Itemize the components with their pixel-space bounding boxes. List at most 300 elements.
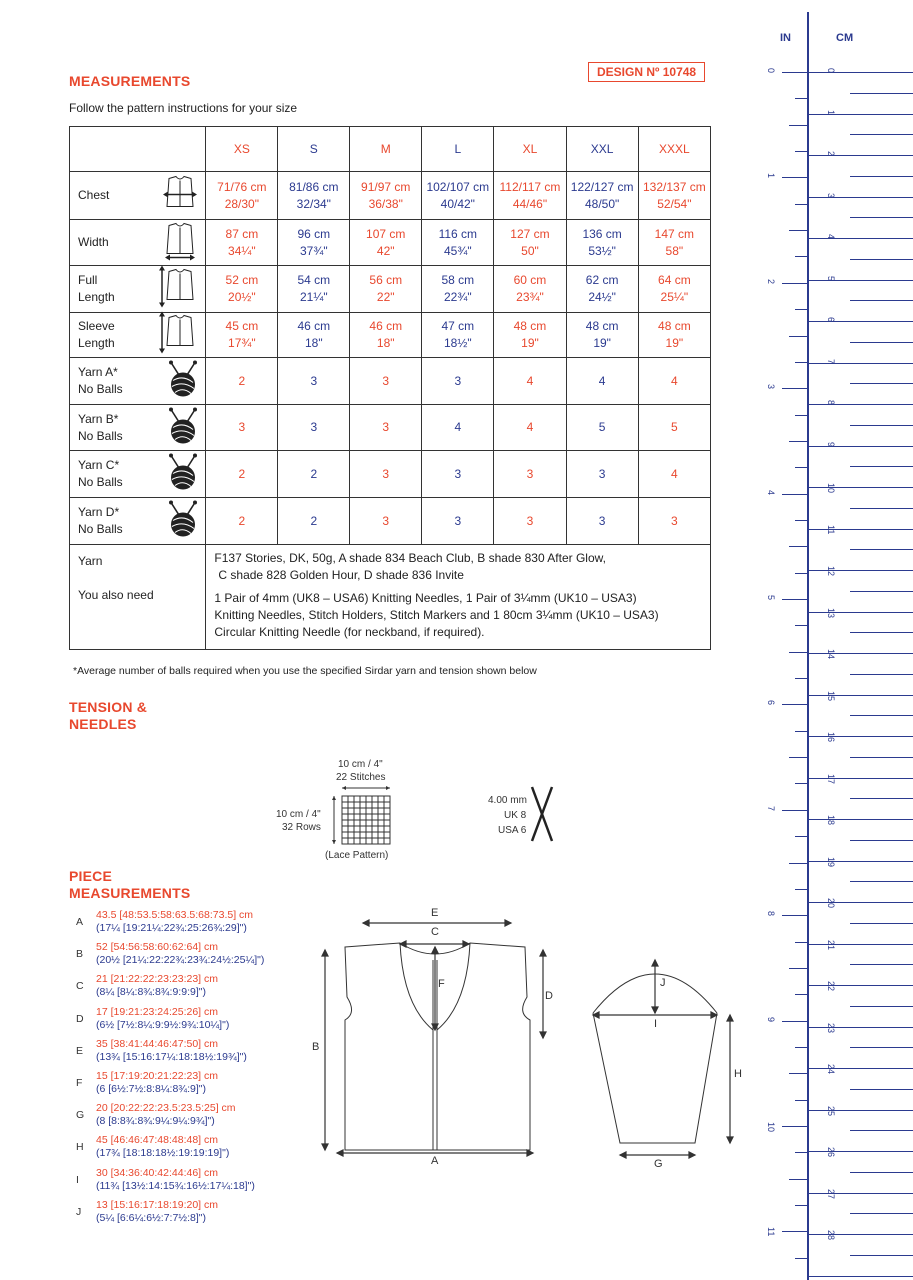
ruler-inch-tick: [795, 151, 807, 152]
diagram-label-I: I: [654, 1018, 658, 1030]
ruler-cm-mark: 11: [826, 524, 836, 534]
cell-value: 3: [310, 373, 318, 388]
table-cell: [422, 451, 494, 498]
row-label-line1: Sleeve: [78, 319, 115, 333]
cell-value: 4: [598, 373, 606, 388]
ruler-cm-mark: 28: [826, 1230, 836, 1241]
ruler-inch-tick: [782, 599, 807, 600]
ruler-cm-tick: [850, 1172, 913, 1173]
cell-value: 2: [238, 513, 246, 528]
cell-value: 3: [598, 513, 606, 528]
table-cell: [206, 405, 278, 451]
ruler-cm-label: CM: [836, 32, 854, 44]
table-cell: [278, 266, 350, 313]
table-cell: [638, 172, 710, 220]
ruler-inch-tick: [795, 1100, 807, 1101]
ruler-inch-tick: [782, 1231, 807, 1232]
piece-values: [96, 1167, 255, 1193]
cell-value: 112/117 cm: [499, 179, 561, 194]
ruler-cm-tick: [850, 923, 913, 924]
cell-value: 116 cm: [438, 226, 478, 241]
ruler-cm-tick: [809, 404, 913, 405]
piece-values: [96, 1134, 229, 1160]
table-cell: [566, 313, 638, 358]
ruler-inch-mark: 5: [766, 595, 776, 601]
cell-value: 58 cm: [441, 273, 475, 287]
row-label: [70, 498, 206, 545]
table-cell: [566, 451, 638, 498]
piece-in: (6½ [7½:8¼:9:9½:9¾:10¼]"): [96, 1018, 230, 1031]
footnote: *Average number of balls required when you use the specified Sirdar yarn and tension shown below: [73, 665, 537, 677]
ruler-inch-tick: [789, 1073, 807, 1074]
cell-value: 48 cm: [658, 319, 691, 333]
cell-value: 3: [526, 466, 534, 481]
row-label: [70, 358, 206, 405]
row-label-line2: No Balls: [78, 522, 123, 536]
ruler-inch-mark: 11: [766, 1227, 776, 1237]
piece-cm: 20 [20:22:22:23.5:23.5:25] cm: [96, 1102, 236, 1115]
piece-cm: 52 [54:56:58:60:62:64] cm: [96, 941, 219, 954]
table-cell: [350, 220, 422, 266]
table-cell: [278, 451, 350, 498]
size-header-xxl: XXL: [566, 127, 638, 172]
table-cell: [566, 498, 638, 545]
cell-value: 147 cm: [654, 226, 695, 241]
table-cell: [206, 358, 278, 405]
ruler-cm-tick: [809, 902, 913, 903]
ruler-inch-tick: [795, 309, 807, 310]
cell-value: 3: [454, 466, 462, 481]
table-cell: [278, 172, 350, 220]
ruler-inch-tick: [795, 573, 807, 574]
also-need-line3: Circular Knitting Needle (for neckband, if required).: [214, 625, 485, 639]
cell-value: 53½": [588, 243, 616, 258]
ruler-inch-mark: 8: [766, 911, 776, 917]
piece-values: [96, 909, 253, 935]
ruler-inch-mark: 3: [766, 384, 776, 390]
piece-values: [96, 1038, 247, 1064]
ruler-cm-mark: 3: [826, 192, 836, 198]
table-cell: [278, 220, 350, 266]
piece-cm: 15 [17:19:20:21:22:23] cm: [96, 1070, 219, 1082]
piece-values: [96, 1070, 218, 1096]
cell-value: 4: [671, 466, 678, 481]
cell-value: 136 cm: [582, 226, 622, 241]
cell-value: 3: [454, 513, 462, 528]
ruler-cm-tick: [850, 1130, 913, 1131]
cell-value: 45¾": [443, 243, 472, 258]
cell-value: 64 cm: [658, 273, 691, 287]
cell-value: 52 cm: [225, 273, 259, 287]
ruler-cm-tick: [850, 549, 913, 550]
size-header-xxxl: XXXL: [638, 127, 710, 172]
ruler-inch-mark: 7: [766, 805, 776, 811]
diagram-label-C: C: [431, 926, 439, 938]
cell-value: 36/38": [368, 196, 403, 211]
cell-value: 46 cm: [369, 319, 403, 333]
ruler-cm-tick: [809, 653, 913, 654]
cell-value: 37¾": [299, 243, 328, 258]
ruler-cm-tick: [850, 176, 913, 177]
diagram-label-B: B: [312, 1041, 320, 1053]
table-cell: [566, 266, 638, 313]
ruler-cm-tick: [850, 1089, 913, 1090]
table-row: [70, 220, 711, 266]
ruler-inch-tick: [789, 863, 807, 864]
piece-letter: D: [76, 1012, 84, 1025]
cell-value: 54 cm: [297, 273, 331, 287]
row-label: [70, 313, 206, 358]
table-cell: [278, 358, 350, 405]
ruler-cm-tick: [850, 466, 913, 467]
cell-value: 71/76 cm: [217, 179, 267, 194]
ruler-cm-tick: [850, 300, 913, 301]
yarn-ball-icon: [165, 407, 201, 448]
cell-value: 34¼": [228, 243, 256, 258]
table-cell: [566, 220, 638, 266]
table-row: [70, 172, 711, 220]
ruler-inch-tick: [795, 783, 807, 784]
piece-cm: 30 [34:36:40:42:44:46] cm: [96, 1166, 219, 1179]
table-cell: [350, 266, 422, 313]
piece-letter: A: [76, 916, 84, 928]
piece-letter: B: [76, 948, 84, 961]
ruler-cm-tick: [850, 217, 913, 218]
cell-value: 32/34": [296, 196, 331, 211]
ruler-inch-tick: [789, 546, 807, 547]
cell-value: 122/127 cm: [570, 179, 634, 194]
piece-in: (17¾ [18:18:18½:19:19:19]"): [96, 1147, 230, 1160]
tension-height-label: 10 cm / 4": [276, 809, 321, 820]
size-header-xl: XL: [494, 127, 566, 172]
table-cell: [422, 172, 494, 220]
cell-value: 87 cm: [225, 226, 259, 241]
ruler-cm-mark: 25: [826, 1105, 836, 1116]
row-label-line1: Chest: [78, 188, 110, 202]
garment-length-icon: [159, 266, 201, 313]
table-cell: [206, 498, 278, 545]
ruler-cm-tick: [809, 529, 913, 530]
ruler-inch-tick: [782, 1021, 807, 1022]
ruler-inch-tick: [789, 1179, 807, 1180]
cell-value: 22¾": [443, 290, 472, 304]
piece-letter: H: [76, 1141, 84, 1154]
cell-value: 2: [238, 466, 246, 481]
cell-value: 107 cm: [366, 226, 406, 241]
piece-title: [69, 868, 190, 902]
ruler-cm-tick: [850, 1006, 913, 1007]
needle-size: [486, 785, 566, 845]
cell-value: 22": [376, 290, 395, 304]
ruler-inch-tick: [789, 652, 807, 653]
ruler-inch-tick: [795, 204, 807, 205]
ruler-cm-tick: [809, 985, 913, 986]
ruler-inch-tick: [795, 994, 807, 995]
diagram-label-G: G: [654, 1158, 663, 1170]
ruler-inch-tick: [795, 678, 807, 679]
also-need-label: You also need: [78, 588, 154, 602]
cell-value: 4: [671, 373, 678, 388]
ruler-cm-tick: [809, 736, 913, 737]
cell-value: 3: [526, 513, 534, 528]
ruler-cm-tick: [850, 632, 913, 633]
ruler-inch-tick: [795, 1258, 807, 1259]
tension-pattern: (Lace Pattern): [325, 850, 389, 861]
row-label-line1: Yarn A*: [78, 365, 118, 379]
tension-title-line1: TENSION &: [69, 699, 148, 715]
yarn-line1: F137 Stories, DK, 50g, A shade 834 Beach Club, B shade 830 After Glow,: [214, 551, 606, 565]
ruler-inch-tick: [789, 230, 807, 231]
table-row: [70, 313, 711, 358]
cell-value: 4: [526, 420, 534, 434]
ruler-cm-mark: 6: [826, 317, 836, 323]
table-corner: [70, 127, 206, 172]
ruler-cm-tick: [850, 964, 913, 965]
ruler-cm-tick: [850, 342, 913, 343]
cell-value: 23¾": [516, 290, 544, 304]
piece-in: (20½ [21¼:22:22¾:23¾:24½:25¼]"): [96, 954, 265, 967]
also-need-line1: 1 Pair of 4mm (UK8 – USA6) Knitting Needles, 1 Pair of 3¼mm (UK10 – USA3): [214, 591, 637, 605]
ruler-inch-tick: [789, 441, 807, 442]
cell-value: 3: [671, 513, 678, 528]
ruler-cm-tick: [809, 1151, 913, 1152]
table-cell: [638, 313, 710, 358]
cell-value: 3: [382, 513, 390, 528]
ruler-cm-mark: 21: [826, 939, 836, 950]
size-header-m: M: [350, 127, 422, 172]
tension-rows: 32 Rows: [282, 822, 321, 833]
table-cell: [206, 313, 278, 358]
cell-value: 19": [593, 336, 611, 350]
table-row: [70, 266, 711, 313]
cell-value: 3: [382, 420, 390, 434]
yarn-ball-icon: [165, 501, 201, 542]
ruler-cm-tick: [809, 612, 913, 613]
ruler-cm-tick: [850, 715, 913, 716]
cell-value: 40/42": [440, 196, 475, 211]
piece-values: [96, 1199, 218, 1225]
cell-value: 21¼": [299, 290, 328, 304]
piece-in: (8¼ [8¼:8¾:8¾:9:9:9]"): [96, 986, 206, 999]
cell-value: 52/54": [657, 196, 692, 211]
row-label: [70, 220, 206, 266]
ruler-cm-tick: [809, 446, 913, 447]
table-cell: [350, 313, 422, 358]
ruler-inch-tick: [782, 494, 807, 495]
ruler-inch-tick: [795, 98, 807, 99]
row-label-line1: Yarn C*: [78, 458, 120, 472]
row-label-line2: No Balls: [78, 382, 123, 396]
piece-in: (8 [8:8¾:8¾:9¼:9¼:9¾]"): [96, 1115, 215, 1128]
ruler-cm-tick: [809, 155, 913, 156]
table-cell: [494, 451, 566, 498]
ruler-inch-tick: [782, 704, 807, 705]
table-cell: [350, 172, 422, 220]
cell-value: 96 cm: [297, 226, 331, 241]
ruler-cm-mark: 5: [826, 275, 836, 281]
ruler-cm-tick: [809, 944, 913, 945]
yarn-labels: [70, 545, 206, 650]
ruler-inch-tick: [795, 362, 807, 363]
piece-letter: E: [76, 1044, 84, 1057]
ruler-cm-tick: [809, 1068, 913, 1069]
table-cell: [638, 498, 710, 545]
cell-value: 47 cm: [441, 319, 475, 333]
piece-cm: 17 [19:21:23:24:25:26] cm: [96, 1005, 219, 1018]
ruler-cm-tick: [850, 674, 913, 675]
ruler-inch-tick: [782, 915, 807, 916]
diagram-label-H: H: [734, 1068, 742, 1080]
ruler-inch-tick: [782, 388, 807, 389]
ruler-cm-tick: [850, 757, 913, 758]
ruler-cm-tick: [809, 570, 913, 571]
cell-value: 48 cm: [585, 319, 619, 333]
table-cell: [494, 172, 566, 220]
cell-value: 3: [310, 420, 318, 434]
size-header-xs: XS: [206, 127, 278, 172]
diagram-label-D: D: [545, 990, 553, 1002]
cell-value: 19": [521, 336, 539, 350]
cell-value: 44/46": [512, 196, 548, 211]
piece-letter: C: [76, 980, 84, 993]
ruler-inch-tick: [795, 889, 807, 890]
cell-value: 60 cm: [513, 273, 547, 287]
ruler-cm-tick: [809, 238, 913, 239]
ruler-cm-tick: [809, 861, 913, 862]
ruler-cm-mark: 2: [826, 151, 836, 157]
cell-value: 18½": [443, 336, 472, 350]
tension-swatch: [270, 756, 430, 866]
row-label: [70, 405, 206, 451]
table-cell: [206, 220, 278, 266]
ruler-cm-tick: [809, 1234, 913, 1235]
ruler-inch-mark: 1: [766, 173, 776, 179]
tension-grid: [330, 784, 400, 850]
ruler-spine: [807, 12, 809, 1280]
diagram-label-E: E: [431, 907, 439, 919]
table-cell: [350, 451, 422, 498]
page-title: MEASUREMENTS: [69, 73, 191, 89]
table-cell: [206, 172, 278, 220]
piece-cm: 45 [46:46:47:48:48:48] cm: [96, 1134, 219, 1147]
ruler-cm-mark: 13: [826, 607, 836, 618]
table-cell: [350, 405, 422, 451]
ruler-inch-mark: 4: [766, 489, 776, 495]
ruler-inch-tick: [795, 625, 807, 626]
ruler-cm-mark: 19: [826, 856, 836, 867]
table-cell: [422, 358, 494, 405]
row-label-line2: Length: [78, 290, 115, 304]
ruler-cm-mark: 0: [826, 68, 836, 74]
ruler-cm-mark: 9: [826, 441, 836, 447]
yarn-label: Yarn: [78, 554, 103, 568]
piece-values: [96, 1006, 229, 1032]
table-cell: [422, 313, 494, 358]
cell-value: 2: [238, 373, 246, 388]
ruler-cm-tick: [850, 259, 913, 260]
row-label-line1: Width: [78, 235, 109, 249]
piece-in: (5¼ [6:6¼:6½:7:7½:8]"): [96, 1211, 206, 1224]
row-label-line2: Length: [78, 336, 115, 350]
table-cell: [350, 498, 422, 545]
ruler-cm-tick: [809, 197, 913, 198]
measurements-table: [69, 126, 711, 650]
cell-value: 48 cm: [513, 319, 547, 333]
ruler-cm-tick: [809, 363, 913, 364]
ruler-inch-tick: [795, 1152, 807, 1153]
tension-title-line2: NEEDLES: [69, 716, 137, 732]
table-cell: [422, 266, 494, 313]
table-row: [70, 358, 711, 405]
size-header-s: S: [278, 127, 350, 172]
ruler-cm-tick: [850, 508, 913, 509]
also-need-line2: Knitting Needles, Stitch Holders, Stitch Markers and 1 80cm 3¼mm (UK10 – USA3): [214, 608, 659, 622]
ruler-cm-tick: [809, 487, 913, 488]
table-cell: [494, 313, 566, 358]
cell-value: 28/30": [224, 196, 259, 211]
ruler-cm-tick: [850, 1047, 913, 1048]
ruler-inch-tick: [782, 72, 807, 73]
yarn-line2: C shade 828 Golden Hour, D shade 836 Invite: [218, 568, 464, 582]
cell-value: 25¼": [660, 290, 689, 304]
table-cell: [494, 405, 566, 451]
ruler-cm-tick: [850, 93, 913, 94]
ruler-inch-tick: [782, 1126, 807, 1127]
ruler-cm-tick: [850, 1255, 913, 1256]
ruler-cm-mark: 24: [826, 1064, 836, 1075]
tension-width-label: 10 cm / 4": [338, 759, 383, 770]
needle-uk: UK 8: [504, 810, 527, 821]
cell-value: 91/97 cm: [361, 179, 411, 194]
yarn-ball-icon: [165, 361, 201, 402]
cell-value: 56 cm: [369, 273, 403, 287]
ruler-inch-mark: 0: [766, 68, 776, 74]
table-cell: [422, 220, 494, 266]
ruler-cm-mark: 4: [826, 234, 836, 240]
crossed-needles-icon: [528, 785, 556, 843]
ruler-cm-tick: [850, 591, 913, 592]
table-cell: [566, 358, 638, 405]
cell-value: 3: [454, 373, 462, 388]
ruler-cm-mark: 22: [826, 981, 836, 992]
ruler-cm-tick: [809, 280, 913, 281]
ruler-inch-mark: 9: [766, 1016, 776, 1022]
yarn-ball-icon: [165, 454, 201, 495]
table-cell: [638, 451, 710, 498]
ruler-inch-tick: [782, 177, 807, 178]
table-cell: [278, 313, 350, 358]
diagram-label-A: A: [431, 1155, 439, 1167]
piece-cm: 35 [38:41:44:46:47:50] cm: [96, 1037, 219, 1050]
piece-values: [96, 973, 218, 999]
piece-cm: 21 [21:22:22:23:23:23] cm: [96, 973, 219, 986]
ruler-cm-mark: 10: [826, 483, 836, 494]
table-cell: [638, 358, 710, 405]
row-label: [70, 172, 206, 220]
ruler-cm-tick: [850, 425, 913, 426]
table-cell: [638, 220, 710, 266]
ruler-inch-mark: 10: [766, 1122, 776, 1133]
ruler-inch-tick: [795, 1205, 807, 1206]
cell-value: 46 cm: [297, 319, 331, 333]
ruler-inch-tick: [795, 731, 807, 732]
ruler-cm-mark: 7: [826, 358, 836, 364]
yarn-details: [206, 545, 711, 650]
cell-value: 42": [376, 243, 395, 258]
table-cell: [206, 451, 278, 498]
ruler-cm-tick: [850, 881, 913, 882]
row-label-line1: Yarn D*: [78, 505, 120, 519]
